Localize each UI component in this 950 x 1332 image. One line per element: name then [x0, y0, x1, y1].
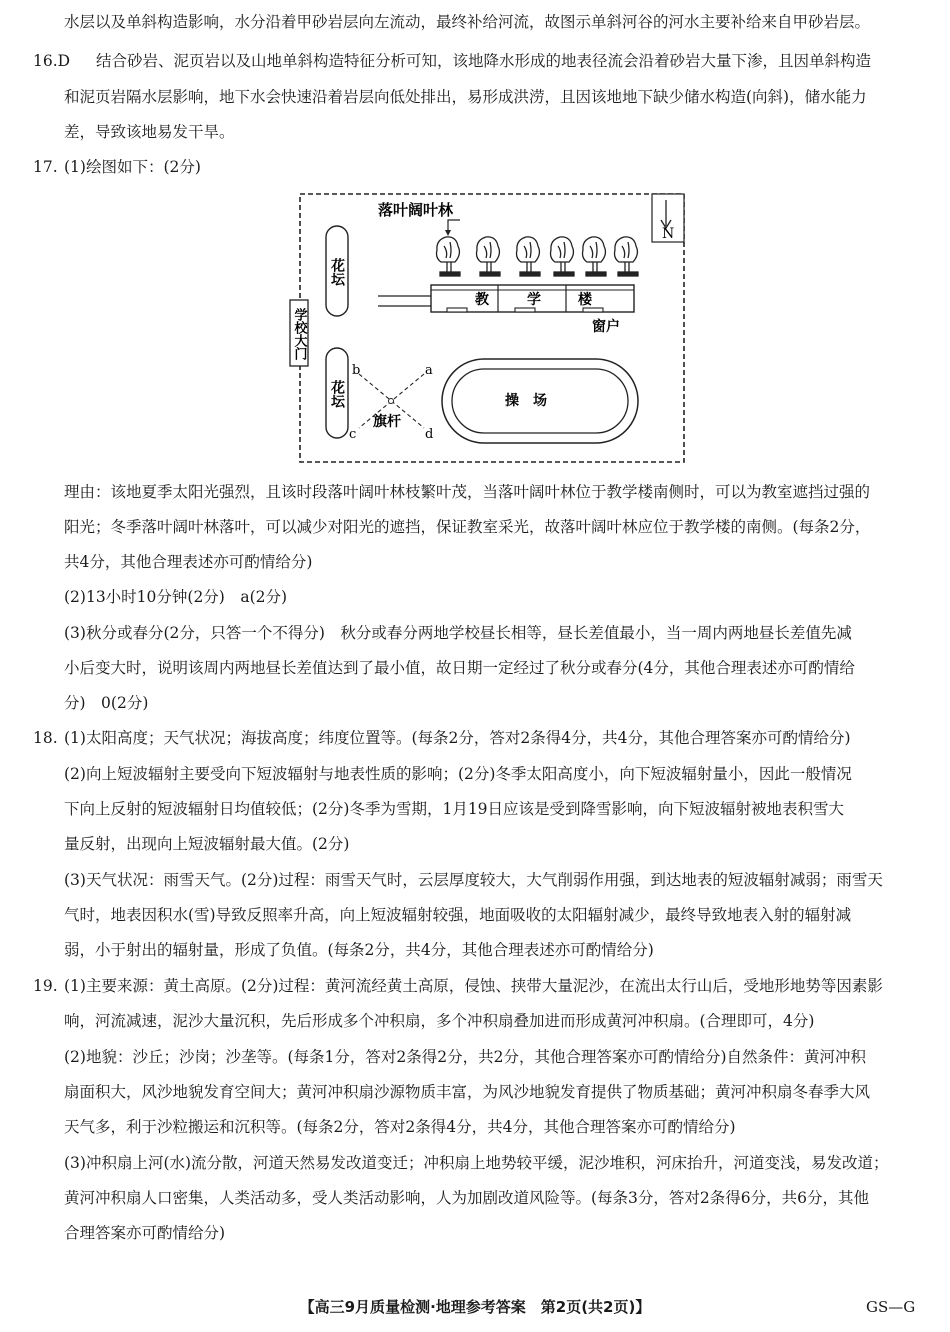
text-line: 气时，地表因积水(雪)导致反照率升高，向上短波辐射较强，地面吸收的太阳辐射减少，最终导致地表入射的辐射减 — [64, 906, 852, 924]
text-line: (3)天气状况：雨雪天气。(2分)过程：雨雪天气时，云层厚度较大，大气削弱作用强，到达地表的短波辐射减弱；雨雪天 — [64, 871, 883, 889]
question-number: 19. — [33, 977, 58, 995]
question-number: 18. — [33, 729, 58, 747]
text-line: 量反射，出现向上短波辐射最大值。(2分) — [64, 835, 350, 853]
window-label: 窗户 — [592, 319, 620, 335]
tree-icon — [551, 237, 575, 276]
flagpole-label: 旗杆 — [373, 414, 401, 430]
text-line: (2)13小时10分钟(2分) a(2分) — [64, 588, 288, 606]
text-line: 合理答案亦可酌情给分) — [64, 1224, 226, 1242]
tree-icon — [517, 237, 541, 276]
building-char-2: 学 — [527, 292, 541, 308]
point-a: a — [425, 363, 433, 378]
question-number: 16.D — [33, 52, 71, 70]
text-line: 弱，小于射出的辐射量，形成了负值。(每条2分，共4分，其他合理表述亦可酌情给分) — [64, 941, 654, 959]
page-footer: 【高三9月质量检测·地理参考答案 第2页(共2页)】 — [299, 1298, 651, 1316]
flowerbed-top-label: 花坛 — [329, 258, 345, 286]
forest-label: 落叶阔叶林 — [378, 201, 454, 219]
text-line: (1)太阳高度；天气状况；海拔高度；纬度位置等。(每条2分，答对2条得4分，共4分，其他合理答案亦可酌情给分) — [64, 729, 851, 747]
playground-label: 操 场 — [505, 393, 547, 409]
text-line: 分) 0(2分) — [64, 694, 149, 712]
text-line: 结合砂岩、泥页岩以及山地单斜构造特征分析可知，该地降水形成的地表径流会沿着砂岩大量下渗，且因单斜构造 — [96, 52, 872, 70]
tree-icon — [583, 237, 607, 276]
tree-icon — [437, 237, 461, 276]
text-line: 小后变大时，说明该周内两地昼长差值达到了最小值，故日期一定经过了秋分或春分(4分，其他合理表述亦可酌情给 — [64, 659, 855, 677]
north-label: N — [662, 226, 675, 242]
point-d: d — [425, 427, 434, 442]
text-line: 共4分，其他合理表述亦可酌情给分) — [64, 553, 313, 571]
text-line: 水层以及单斜构造影响，水分沿着甲砂岩层向左流动，最终补给河流，故图示单斜河谷的河水主要补给来自甲砂岩层。 — [64, 13, 871, 31]
text-line: 黄河冲积扇人口密集，人类活动多，受人类活动影响，人为加剧改道风险等。(每条3分，答对2条得6分，共6分，其他 — [64, 1189, 869, 1207]
page-code: GS—G — [866, 1298, 916, 1316]
point-b: b — [352, 363, 361, 378]
text-line: 响，河流减速，泥沙大量沉积，先后形成多个冲积扇，多个冲积扇叠加进而形成黄河冲积扇。(合理即可，4分) — [64, 1012, 815, 1030]
point-c: c — [349, 427, 357, 442]
text-line: (3)秋分或春分(2分，只答一个不得分) 秋分或春分两地学校昼长相等，昼长差值最小，当一周内两地昼长差值先减 — [64, 624, 852, 642]
text-line: 差，导致该地易发干旱。 — [64, 123, 235, 141]
building-char-1: 教 — [475, 292, 489, 308]
text-line: 和泥页岩隔水层影响，地下水会快速沿着岩层向低处排出，易形成洪涝，且因该地地下缺少储水构造(向斜)，储水能力 — [64, 88, 867, 106]
building-char-3: 楼 — [578, 292, 592, 308]
text-line: 扇面积大，风沙地貌发育空间大；黄河冲积扇沙源物质丰富，为风沙地貌发育提供了物质基础；黄河冲积扇冬春季大风 — [64, 1083, 871, 1101]
text-line: 天气多，利于沙粒搬运和沉积等。(每条2分，答对2条得4分，共4分，其他合理答案亦可酌情给分) — [64, 1118, 736, 1136]
tree-icon — [615, 237, 639, 276]
flagpole-point — [389, 399, 394, 404]
text-line: 下向上反射的短波辐射日均值较低；(2分)冬季为雪期，1月19日应该是受到降雪影响，向下短波辐射被地表积雪大 — [64, 800, 845, 818]
deciduous-trees — [437, 237, 639, 276]
text-line: 理由：该地夏季太阳光强烈，且该时段落叶阔叶林枝繁叶茂，当落叶阔叶林位于教学楼南侧时，可以为教室遮挡过强的 — [64, 483, 871, 501]
text-line: (2)向上短波辐射主要受向下短波辐射与地表性质的影响；(2分)冬季太阳高度小，向下短波辐射量小，因此一般情况 — [64, 765, 852, 783]
text-line: (1)主要来源：黄土高原。(2分)过程：黄河流经黄土高原，侵蚀、挟带大量泥沙，在流出太行山后，受地形地势等因素影 — [64, 977, 883, 995]
tree-icon — [477, 237, 501, 276]
campus-diagram — [280, 188, 700, 470]
text-line: (2)地貌：沙丘；沙岗；沙垄等。(每条1分，答对2条得2分，共2分，其他合理答案亦可酌情给分)自然条件：黄河冲积 — [64, 1048, 866, 1066]
text-line: (3)冲积扇上河(水)流分散，河道天然易发改道变迁；冲积扇上地势较平缓，泥沙堆积，河床抬升，河道变浅，易发改道； — [64, 1154, 889, 1172]
school-gate-label: 学校大门 — [291, 308, 307, 360]
question-number: 17. — [33, 158, 58, 176]
flowerbed-bottom-label: 花坛 — [329, 380, 345, 408]
text-line: (1)绘图如下：(2分) — [64, 158, 201, 176]
text-line: 阳光；冬季落叶阔叶林落叶，可以减少对阳光的遮挡，保证教室采光，故落叶阔叶林应位于教学楼的南侧。(每条2分， — [64, 518, 871, 536]
